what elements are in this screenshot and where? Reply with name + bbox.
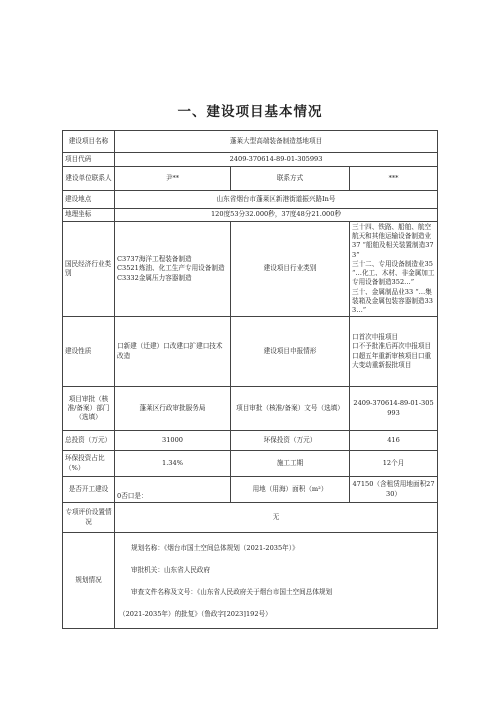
declare-line: 口超五年重新审核项目口重大变动重新报批项目	[352, 351, 432, 369]
location-label: 建设地点	[63, 191, 115, 209]
approval-doc-value: 2409-370614-89-01-305993	[350, 387, 438, 431]
declare-values	[350, 317, 438, 387]
contact-label: 建设单位联系人	[63, 167, 115, 191]
project-code-value: 2409-370614-89-01-305993	[115, 153, 438, 167]
special-value: 无	[115, 503, 438, 533]
row-ratio	[63, 451, 438, 477]
row-contact	[63, 167, 438, 191]
row-nature	[63, 317, 438, 387]
nature-label: 建设性质	[63, 317, 115, 387]
plan-line: 审查文件名称及文号：《山东省人民政府关于烟台市国土空间总体规划	[131, 588, 333, 597]
row-investment	[63, 431, 438, 451]
industry-line: 三十、金属制品业33 “…集装箱及金属包装容器制造333…”	[352, 287, 433, 314]
approval-doc-label: 项目审批（核准/备案）文号（选填）	[231, 387, 350, 431]
plan-line: 审批机关：山东省人民政府	[131, 566, 211, 575]
total-invest-value: 31000	[115, 431, 231, 451]
industry-category-values	[350, 222, 438, 317]
row-project-name	[63, 131, 438, 153]
econ-category-label: 国民经济行业类别	[63, 222, 115, 317]
env-invest-label: 环保投资（万元）	[231, 431, 350, 451]
row-plan	[63, 533, 438, 629]
nature-value: 口新建（迁建）口改建口扩建口技术改造	[115, 317, 231, 387]
plan-values	[115, 533, 438, 629]
plan-label: 规划情况	[63, 533, 115, 629]
section-heading: 一、建设项目基本情况	[177, 104, 323, 120]
total-invest-label: 总投资（万元）	[63, 431, 115, 451]
project-name-value: 蓬莱大型高端装备制造基地项目	[115, 131, 438, 153]
period-label: 施工工期	[231, 451, 350, 477]
period-value: 12个月	[350, 451, 438, 477]
location-value: 山东省烟台市蓬莱区新港街道振兴路In号	[115, 191, 438, 209]
contact-method-label: 联系方式	[231, 167, 350, 191]
declare-line: 口首次申报项目	[352, 333, 399, 342]
coords-value: 120度53分32.000秒，37度48分21.000秒	[115, 209, 438, 222]
env-ratio-value: 1.34%	[115, 451, 231, 477]
industry-category-label: 建设项目行业类别	[231, 222, 350, 317]
land-label: 用地（用海）面积（m²）	[231, 477, 350, 503]
econ-line: C3521炼油、化工生产专用设备制造	[117, 264, 225, 273]
declare-line: 口不予批准后再次申报项目	[352, 342, 432, 351]
row-project-code	[63, 153, 438, 167]
started-label: 是否开工建设	[63, 477, 115, 503]
project-code-label: 项目代码	[63, 153, 115, 167]
coords-label: 地理坐标	[63, 209, 115, 222]
row-construction	[63, 477, 438, 503]
project-info-table	[62, 130, 438, 629]
row-approval	[63, 387, 438, 431]
industry-line: 三十四、铁路、船舶、航空航天和其他运输设备制造业37 “船舶及相关装置制造373”	[352, 223, 434, 259]
env-invest-value: 416	[350, 431, 438, 451]
approval-dept-label: 项目审批（核准/备案）部门（选填）	[63, 387, 115, 431]
special-label: 专项评价设置情况	[63, 503, 115, 533]
approval-dept-value: 蓬莱区行政审批服务局	[115, 387, 231, 431]
started-value: 0否口是：	[115, 477, 231, 503]
row-coords	[63, 209, 438, 222]
industry-line: 三十二、专用设备制造业35 “…化工、木材、非金属加工专用设备制造352…”	[352, 259, 435, 287]
econ-line: C3737海洋工程装备制造	[117, 255, 192, 264]
contact-method-value: ***	[350, 167, 438, 191]
econ-line: C3332金属压力容器制造	[117, 273, 192, 282]
row-special	[63, 503, 438, 533]
contact-value: 尹**	[115, 167, 231, 191]
declare-label: 建设项目申报情形	[231, 317, 350, 387]
env-ratio-label: 环保投资占比（%）	[63, 451, 115, 477]
plan-line: 规划名称：《烟台市国土空间总体规划（2021-2035年）》	[131, 544, 299, 553]
land-value: 47150（含租赁用地面积2730）	[350, 477, 438, 503]
row-location	[63, 191, 438, 209]
project-name-label: 建设项目名称	[63, 131, 115, 153]
plan-line-wrap: （2021-2035年）的批复》（鲁政字[2023]192号）	[119, 609, 272, 618]
row-industry	[63, 222, 438, 317]
econ-category-values	[115, 222, 231, 317]
